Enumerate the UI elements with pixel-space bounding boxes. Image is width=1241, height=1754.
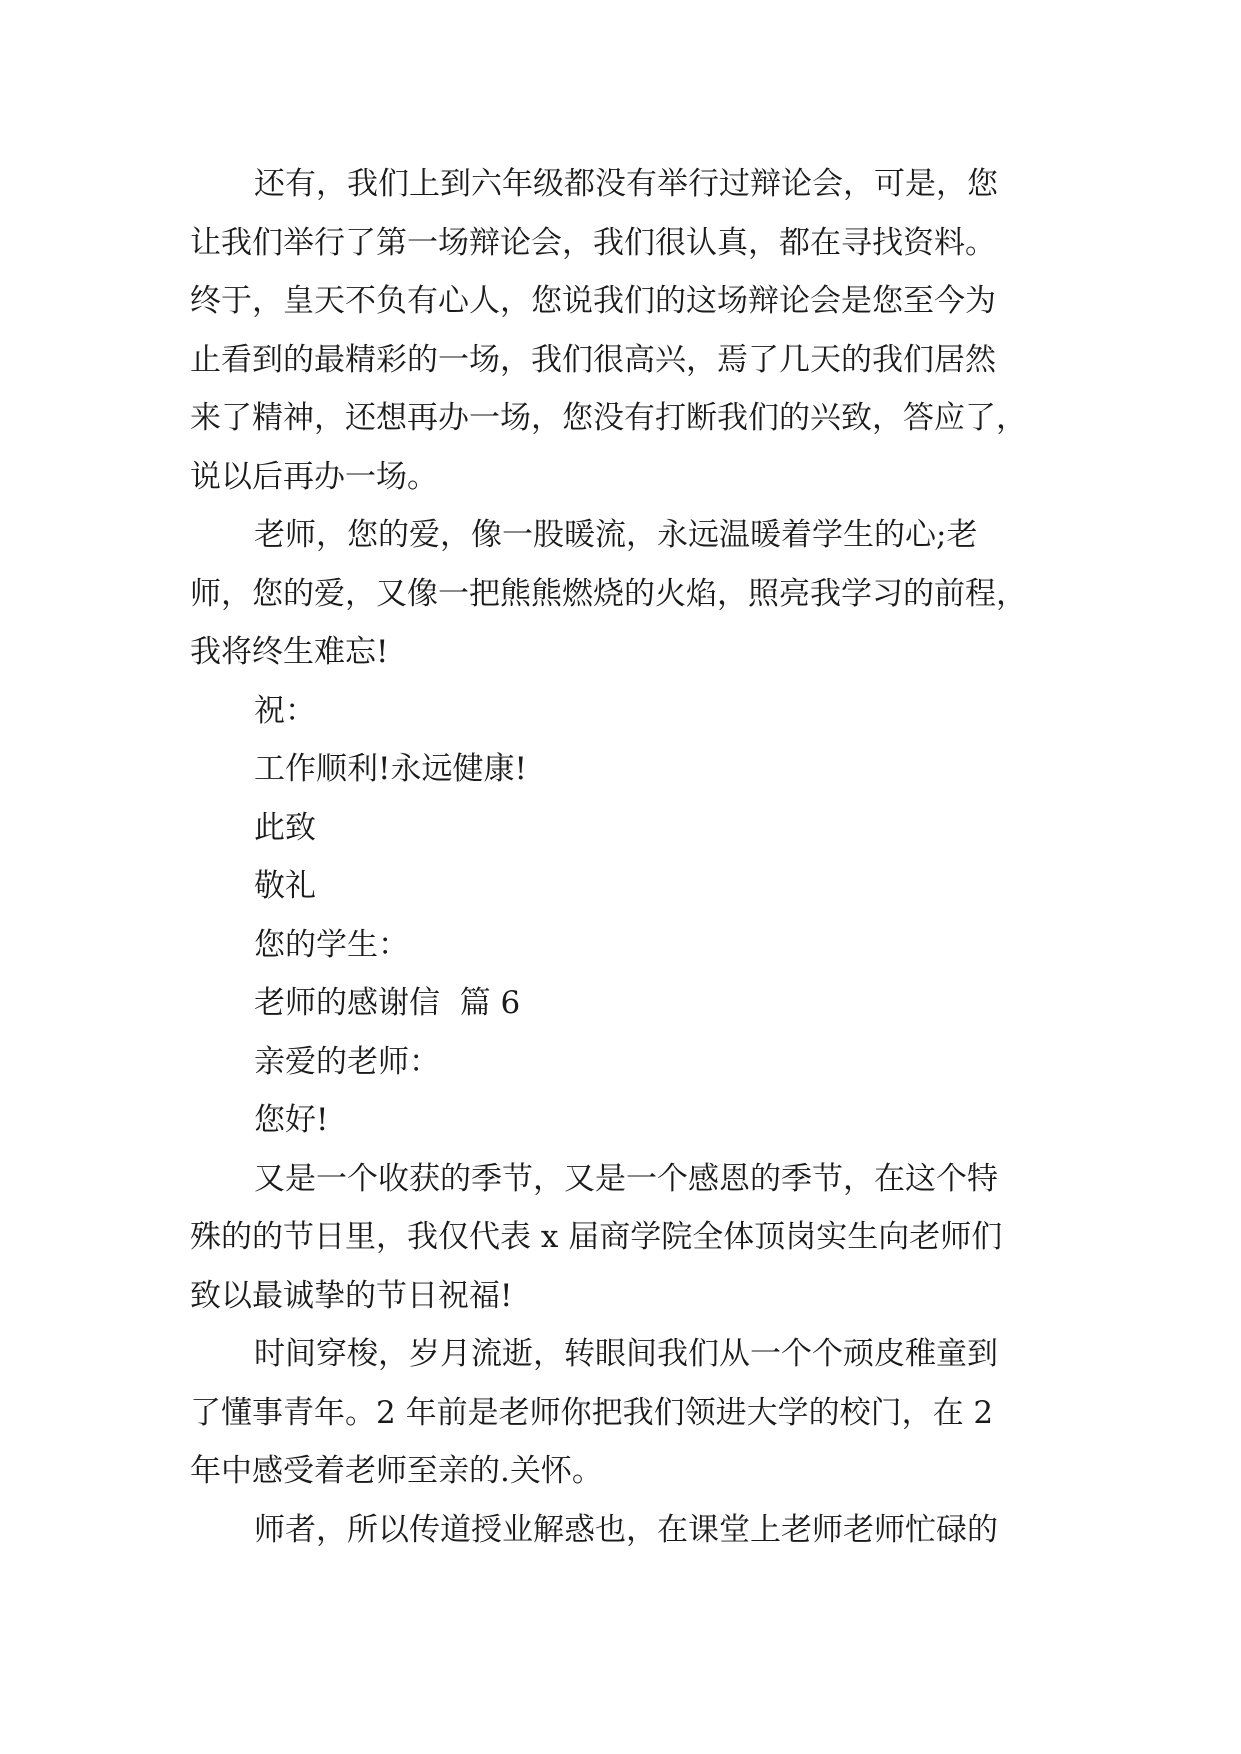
text-line: 说以后再办一场。 — [190, 458, 438, 495]
text-line: 老师，您的爱，像一股暖流，永远温暖着学生的心;老 — [254, 517, 978, 553]
signature — [190, 916, 1060, 975]
text-line: 我将终生难忘! — [190, 634, 389, 670]
text-line: 又是一个收获的季节，又是一个感恩的季节，在这个特 — [254, 1160, 998, 1197]
text-line: 年中感受着老师至亲的.关怀。 — [190, 1453, 603, 1489]
closing-salutation — [190, 799, 1060, 858]
text-line: 止看到的最精彩的一场，我们很高兴，焉了几天的我们居然 — [190, 341, 996, 378]
text-line: 来了精神，还想再办一场，您没有打断我们的兴致，答应了， — [190, 400, 1027, 436]
paragraph-season — [190, 1150, 1060, 1326]
paragraph-debate — [190, 155, 1060, 506]
text-line: 终于，皇天不负有心人，您说我们的这场辩论会是您至今为 — [190, 283, 996, 319]
hello — [190, 1091, 1060, 1150]
text-line: 祝： — [254, 692, 316, 729]
letter-body — [190, 155, 1060, 1559]
text-line: 殊的的节日里，我仅代表 x 届商学院全体顶岗实生向老师们 — [190, 1219, 1003, 1255]
text-line: 时间穿梭，岁月流逝，转眼间我们从一个个顽皮稚童到 — [254, 1336, 998, 1372]
text-line: 敬礼 — [254, 868, 316, 904]
text-line: 师者，所以传道授业解惑也，在课堂上老师老师忙碌的 — [254, 1511, 998, 1548]
text-line: 您好! — [254, 1102, 329, 1138]
text-line: 您的学生： — [254, 926, 409, 963]
wish-heading — [190, 682, 1060, 741]
text-line: 让我们举行了第一场辩论会，我们很认真，都在寻找资料。 — [190, 224, 996, 261]
text-line: 老师的感谢信 篇 6 — [254, 985, 521, 1021]
text-line: 师，您的爱，又像一把熊熊燃烧的火焰，照亮我学习的前程， — [190, 575, 1027, 612]
text-line: 还有，我们上到六年级都没有举行过辩论会，可是，您 — [254, 166, 998, 202]
closing-respect — [190, 857, 1060, 916]
section-title — [190, 974, 1060, 1033]
paragraph-teacher-love — [190, 506, 1060, 682]
paragraph-time — [190, 1325, 1060, 1501]
text-line: 了懂事青年。2 年前是老师你把我们领进大学的校门，在 2 — [190, 1394, 994, 1431]
text-line: 亲爱的老师： — [254, 1043, 440, 1080]
text-line: 工作顺利!永远健康! — [254, 751, 527, 787]
wish-text — [190, 740, 1060, 799]
greeting — [190, 1033, 1060, 1092]
paragraph-teacher — [190, 1501, 1060, 1560]
text-line: 致以最诚挚的节日祝福! — [190, 1277, 513, 1314]
text-line: 此致 — [254, 809, 316, 846]
